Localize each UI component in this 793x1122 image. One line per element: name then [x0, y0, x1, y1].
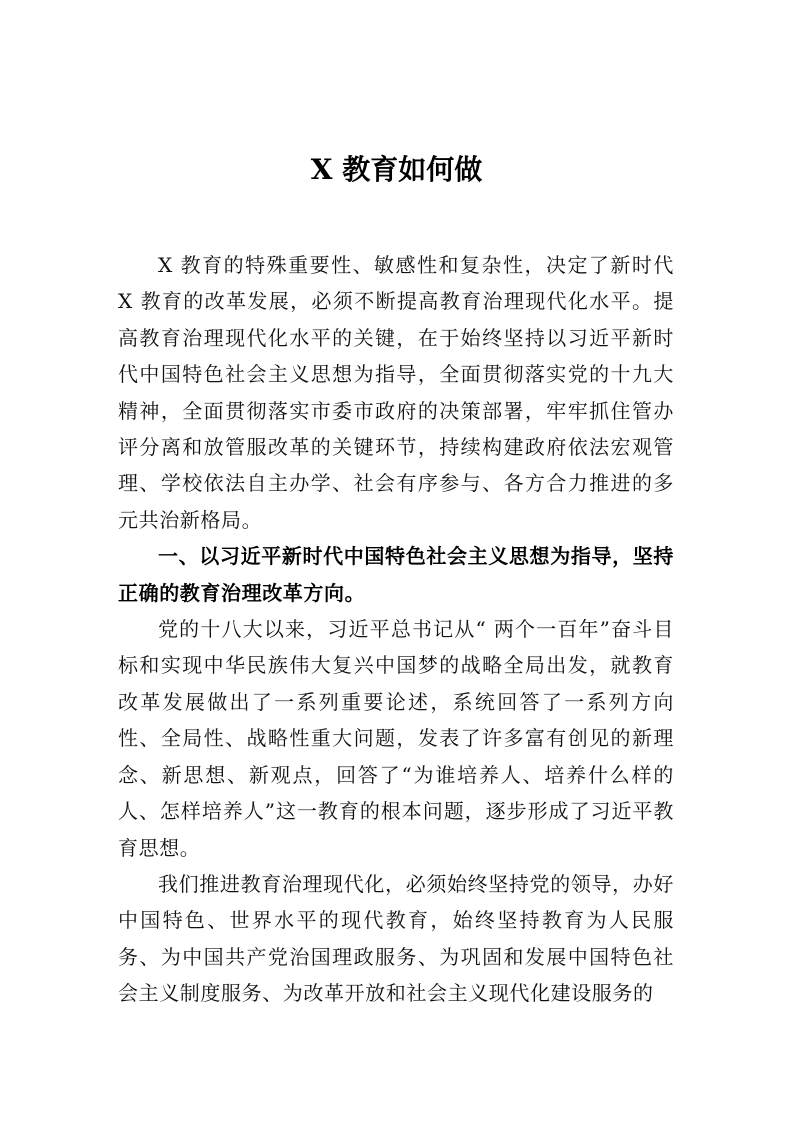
intro-paragraph: X 教育的特殊重要性、敏感性和复杂性，决定了新时代 X 教育的改革发展，必须不断提高教育治理现代化水平。提高教育治理现代化水平的关键，在于始终坚持以习近平新时代中国特色社会主义思想为指导，全面贯彻落实党的十九大精神，全面贯彻落实市委市政府的决策部署，牢牢抓住管办评分离和放管服改革的关键环节，持续构建政府依法宏观管理、学校依法自主办学、社会有序参与、各方合力推进的多元共治新格局。 [118, 253, 674, 532]
body-paragraph: 党的十八大以来，习近平总书记从“ 两个一百年”奋斗目标和实现中华民族伟大复兴中国梦的战略全局出发，就教育改革发展做出了一系列重要论述，系统回答了一系列方向性、全局性、战略性重大问题，发表了许多富有创见的新理念、新思想、新观点，回答了“为谁培养人、培养什么样的人、怎样培养人”这一教育的根本问题，逐步形成了习近平教育思想。 [118, 617, 674, 860]
document-body [118, 247, 674, 1012]
body-paragraph: 我们推进教育治理现代化，必须始终坚持党的领导，办好中国特色、世界水平的现代教育，始终坚持教育为人民服务、为中国共产党治国理政服务、为巩固和发展中国特色社会主义制度服务、为改革开放和社会主义现代化建设服务的 [118, 871, 674, 1006]
section-heading: 一、以习近平新时代中国特色社会主义思想为指导，坚持正确的教育治理改革方向。 [118, 544, 674, 605]
document-title: X 教育如何做 [310, 153, 483, 186]
